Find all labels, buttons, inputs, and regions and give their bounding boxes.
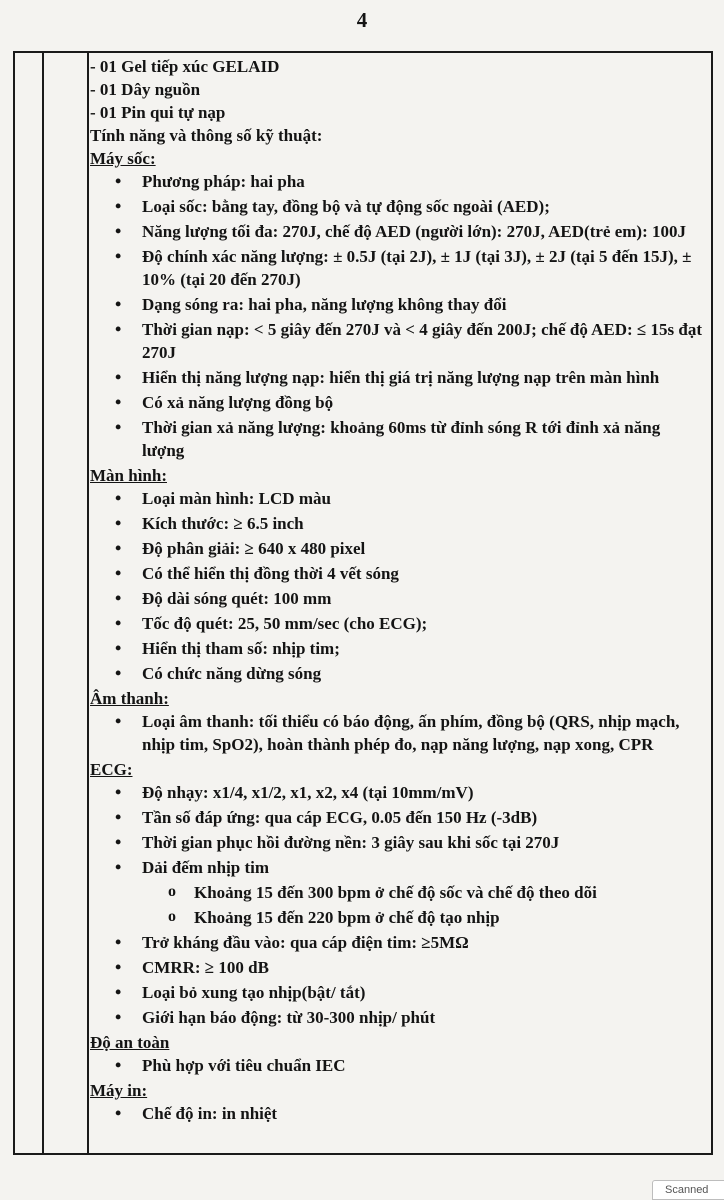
scanner-tag: Scanned [652,1180,724,1200]
list-item: • Chế độ in: in nhiệt [90,1102,705,1125]
page-number: 4 [356,8,368,32]
column-divider [87,53,89,1153]
list-item: • Hiển thị năng lượng nạp: hiển thị giá trị năng lượng nạp trên màn hình [90,366,705,389]
intro-item: - 01 Gel tiếp xúc GELAID [90,57,280,76]
printer-list [90,1102,705,1125]
list-item: • Trở kháng đầu vào: qua cáp điện tim: ≥5MΩ [90,931,705,954]
intro-item: - 01 Dây nguồn [90,80,201,99]
intro-item: - 01 Pin qui tự nạp [90,103,226,122]
list-item: • CMRR: ≥ 100 dB [90,956,705,979]
list-item: • Độ dài sóng quét: 100 mm [90,587,705,610]
section-title-safety: Độ an toàn [90,1033,170,1052]
list-item: • Độ nhạy: x1/4, x1/2, x1, x2, x4 (tại 10mm/mV) [90,781,705,804]
safety-list [90,1054,705,1077]
list-item: • Năng lượng tối đa: 270J, chế độ AED (người lớn): 270J, AED(trẻ em): 100J [90,220,705,243]
list-item: • Kích thước: ≥ 6.5 inch [90,512,705,535]
list-item: • Dải đếm nhịp tim [90,856,705,879]
section-title-sound: Âm thanh: [90,689,169,708]
spec-content [90,55,705,1127]
list-item: • Loại âm thanh: tối thiểu có báo động, ấn phím, đồng bộ (QRS, nhịp mạch, nhịp tim, SpO2), hoàn thành phép đo, nạp năng lượng, nạp xong, CPR [90,710,705,756]
list-item: • Độ phân giải: ≥ 640 x 480 pixel [90,537,705,560]
list-item: • Dạng sóng ra: hai pha, năng lượng không thay đổi [90,293,705,316]
ecg-list-continued [90,931,705,1029]
ecg-sublist [90,881,705,929]
list-item: • Tần số đáp ứng: qua cáp ECG, 0.05 đến 150 Hz (-3dB) [90,806,705,829]
section-title-defibrillator: Máy sốc: [90,149,156,168]
list-item: • Có chức năng dừng sóng [90,662,705,685]
list-item: • Loại màn hình: LCD màu [90,487,705,510]
specs-heading: Tính năng và thông số kỹ thuật: [90,126,323,145]
list-item: • Loại bỏ xung tạo nhịp(bật/ tắt) [90,981,705,1004]
sound-list [90,710,705,756]
section-title-screen: Màn hình: [90,466,167,485]
list-item: • Độ chính xác năng lượng: ± 0.5J (tại 2J), ± 1J (tại 3J), ± 2J (tại 5 đến 15J), ± 10% (tại 20 đến 270J) [90,245,705,291]
section-title-ecg: ECG: [90,760,133,779]
section-title-printer: Máy in: [90,1081,148,1100]
list-item: • Giới hạn báo động: từ 30-300 nhịp/ phút [90,1006,705,1029]
list-item: • Tốc độ quét: 25, 50 mm/sec (cho ECG); [90,612,705,635]
screen-list [90,487,705,685]
list-item: • Hiển thị tham số: nhịp tim; [90,637,705,660]
sub-list-item: o Khoảng 15 đến 220 bpm ở chế độ tạo nhịp [90,906,705,929]
list-item: • Thời gian nạp: < 5 giây đến 270J và < 4 giây đến 200J; chế độ AED: ≤ 15s đạt 270J [90,318,705,364]
list-item: • Phương pháp: hai pha [90,170,705,193]
column-divider [42,53,44,1153]
list-item: • Thời gian phục hồi đường nền: 3 giây sau khi sốc tại 270J [90,831,705,854]
sub-list-item: o Khoảng 15 đến 300 bpm ở chế độ sốc và chế độ theo dõi [90,881,705,904]
list-item: • Phù hợp với tiêu chuẩn IEC [90,1054,705,1077]
list-item: • Loại sốc: bằng tay, đồng bộ và tự động sốc ngoài (AED); [90,195,705,218]
defibrillator-list [90,170,705,462]
ecg-list [90,781,705,879]
list-item: • Có xả năng lượng đồng bộ [90,391,705,414]
list-item: • Có thể hiển thị đồng thời 4 vết sóng [90,562,705,585]
list-item: • Thời gian xả năng lượng: khoảng 60ms từ đỉnh sóng R tới đỉnh xả năng lượng [90,416,705,462]
